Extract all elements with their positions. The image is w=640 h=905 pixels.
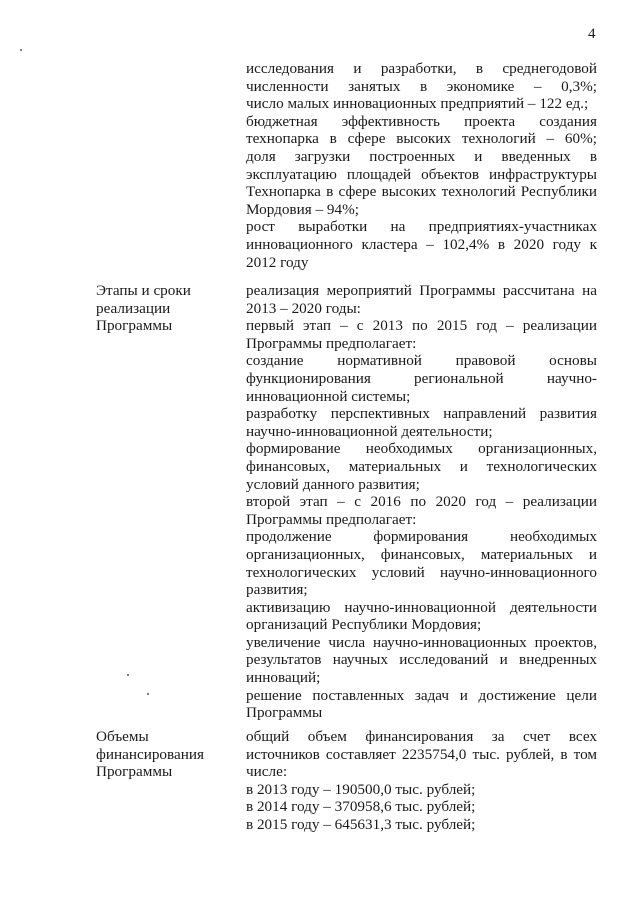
paragraph: реализация мероприятий Программы рассчитана на 2013 – 2020 годы: bbox=[246, 282, 597, 317]
paragraph: исследования и разработки, в среднегодовой численности занятых в экономике – 0,3%; bbox=[246, 60, 597, 95]
paragraph: продолжение формирования необходимых организационных, финансовых, материальных и технологических условий научно-инновационного развития; bbox=[246, 528, 597, 599]
scan-speck bbox=[127, 674, 129, 676]
paragraph: общий объем финансирования за счет всех источников составляет 2235754,0 тыс. рублей, в том числе: bbox=[246, 728, 597, 781]
paragraph: разработку перспективных направлений развития научно-инновационной деятельности; bbox=[246, 405, 597, 440]
section-label: Этапы и сроки реализации Программы bbox=[96, 282, 191, 335]
paragraph: в 2013 году – 190500,0 тыс. рублей; bbox=[246, 780, 476, 798]
paragraph: второй этап – с 2016 по 2020 год – реализации Программы предполагает: bbox=[246, 493, 597, 528]
scan-speck bbox=[20, 49, 22, 51]
paragraph: активизацию научно-инновационной деятельности организаций Республики Мордовия; bbox=[246, 598, 597, 634]
paragraph: число малых инновационных предприятий – 122 ед.; bbox=[246, 95, 589, 113]
paragraph: доля загрузки построенных и введенных в эксплуатацию площадей объектов инфраструктуры Технопарка в сфере высоких технологий Республики Мордовия – 94%; bbox=[246, 147, 597, 218]
section-content bbox=[246, 60, 597, 271]
section-label: Объемы финансирования Программы bbox=[96, 728, 204, 781]
paragraph: бюджетная эффективность проекта создания технопарка в сфере высоких технологий – 60%; bbox=[246, 112, 597, 148]
section-content bbox=[246, 282, 597, 722]
paragraph: формирование необходимых организационных, финансовых, материальных и технологических условий данного развития; bbox=[246, 440, 597, 493]
section-content bbox=[246, 728, 597, 834]
paragraph: создание нормативной правовой основы функционирования региональной научно-инновационной системы; bbox=[246, 352, 597, 405]
page-number: 4 bbox=[588, 26, 596, 42]
paragraph: в 2014 году – 370958,6 тыс. рублей; bbox=[246, 798, 476, 816]
paragraph: рост выработки на предприятиях-участниках инновационного кластера – 102,4% в 2020 году к 2012 году bbox=[246, 218, 597, 271]
paragraph: первый этап – с 2013 по 2015 год – реализации Программы предполагает: bbox=[246, 317, 597, 352]
scan-speck bbox=[147, 693, 149, 695]
paragraph: увеличение числа научно-инновационных проектов, результатов научных исследований и внедренных инноваций; bbox=[246, 633, 597, 687]
paragraph: в 2015 году – 645631,3 тыс. рублей; bbox=[246, 815, 476, 833]
paragraph: решение поставленных задач и достижение цели Программы bbox=[246, 686, 597, 722]
